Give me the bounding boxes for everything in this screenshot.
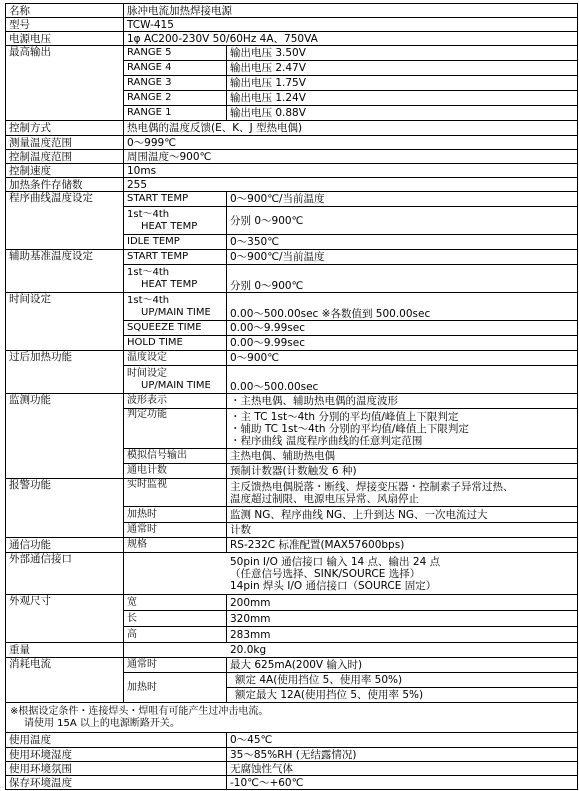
label-dims: 外观尺寸 xyxy=(6,595,124,643)
alarm-normal-label: 通常时 xyxy=(124,523,227,538)
row-post-heat xyxy=(6,351,578,366)
range-label: RANGE 1 xyxy=(124,106,227,121)
label-alarm: 报警功能 xyxy=(6,479,124,538)
row-current xyxy=(6,658,578,673)
row-program-temp xyxy=(6,192,578,207)
row-model xyxy=(6,18,578,32)
range-value: 输出电压 1.75V xyxy=(227,76,578,91)
label-comm: 通信功能 xyxy=(6,538,124,553)
program-heat-label-2: HEAT TEMP xyxy=(141,220,198,232)
range-label: RANGE 2 xyxy=(124,91,227,106)
use-atmos-value: 无腐蚀性气体 xyxy=(227,762,578,776)
monitor-judge-line: ・主 TC 1st～4th 分别的平均值/峰值上下限判定 xyxy=(230,410,459,423)
time-squeeze-value: 0.00～9.99sec xyxy=(227,321,578,336)
time-hold-value: 0.00～9.99sec xyxy=(227,336,578,351)
row-dims xyxy=(6,595,578,611)
spec-table xyxy=(5,3,578,790)
monitor-count-value: 预制计数器(计数触发 6 种) xyxy=(227,464,578,479)
alarm-realtime-label: 实时监视 xyxy=(124,479,227,507)
value-storage: 255 xyxy=(124,178,578,192)
label-model: 型号 xyxy=(6,18,124,32)
program-start-value: 0～900℃/当前温度 xyxy=(227,192,578,207)
aux-start-label: START TEMP xyxy=(124,250,227,265)
ext-comm-line: （任意信号选择、SINK/SOURCE 选择） xyxy=(230,567,421,580)
range-label: RANGE 5 xyxy=(124,46,227,61)
current-normal-value: 最大 625mA(200V 输入时) xyxy=(227,658,578,673)
aux-start-value: 0～900℃/当前温度 xyxy=(227,250,578,265)
post-time-label-1: 时间设定 xyxy=(127,367,167,379)
monitor-analog-label: 模拟信号输出 xyxy=(124,449,227,464)
aux-heat-label xyxy=(124,265,227,293)
range-value: 输出电压 3.50V xyxy=(227,46,578,61)
row-storage xyxy=(6,178,578,192)
row-control-range xyxy=(6,150,578,164)
row-use-atmos xyxy=(6,762,578,776)
post-temp-value: 0～900℃ xyxy=(227,351,578,366)
alarm-normal-value: 计数 xyxy=(227,523,578,538)
monitor-wave-value: ・主热电偶、辅助热电偶的温度波形 xyxy=(227,394,578,409)
alarm-realtime-line: 温度超过制限、电源电压异常、风扇停止 xyxy=(230,492,419,505)
time-main-label-2: UP/MAIN TIME xyxy=(141,306,211,318)
program-heat-label xyxy=(124,207,227,235)
label-monitor: 监测功能 xyxy=(6,394,124,479)
label-time-setting: 时间设定 xyxy=(6,293,124,351)
current-heating-value-2: 额定最大 12A(使用挡位 5、使用率 5%) xyxy=(227,688,578,703)
range-label: RANGE 3 xyxy=(124,76,227,91)
label-weight: 重量 xyxy=(6,643,124,658)
use-humidity-value: 35～85%RH (无结露情况) xyxy=(227,748,578,762)
range-label: RANGE 4 xyxy=(124,61,227,76)
safety-note-line-2: 请使用 15A 以上的电源断路开关。 xyxy=(24,717,180,729)
use-temp-value: 0～45℃ xyxy=(227,733,578,748)
aux-heat-value: 分别 0～900℃ xyxy=(227,265,578,293)
program-start-label: START TEMP xyxy=(124,192,227,207)
row-weight xyxy=(6,643,578,658)
label-power: 电源电压 xyxy=(6,32,124,46)
post-time-label xyxy=(124,366,227,394)
label-use-temp: 使用温度 xyxy=(6,733,227,748)
row-alarm xyxy=(6,479,578,507)
current-heating-label: 加热时 xyxy=(124,673,227,703)
label-control-speed: 控制速度 xyxy=(6,164,124,178)
value-model: TCW-415 xyxy=(124,18,578,32)
program-heat-value: 分别 0～900℃ xyxy=(227,207,578,235)
row-comm xyxy=(6,538,578,553)
label-use-atmos: 使用环境氛围 xyxy=(6,762,227,776)
post-time-label-2: UP/MAIN TIME xyxy=(141,379,211,391)
monitor-count-label: 通电计数 xyxy=(124,464,227,479)
alarm-realtime-line: 主反馈热电偶脱落・断线、焊接变压器・控制素子异常过热、 xyxy=(230,480,514,493)
weight-value: 20.0kg xyxy=(124,643,578,658)
range-value: 输出电压 1.24V xyxy=(227,91,578,106)
post-temp-label: 温度设定 xyxy=(124,351,227,366)
range-value: 输出电压 2.47V xyxy=(227,61,578,76)
store-temp-value: -10℃～+60℃ xyxy=(227,776,578,790)
safety-note xyxy=(6,703,578,733)
label-current: 消耗电流 xyxy=(6,658,124,703)
label-control-method: 控制方式 xyxy=(6,121,124,136)
row-use-temp xyxy=(6,733,578,748)
program-idle-value: 0～350℃ xyxy=(227,235,578,250)
time-main-label-1: 1st～4th xyxy=(127,294,170,306)
current-normal-label: 通常时 xyxy=(124,658,227,673)
monitor-analog-value: 主热电偶、辅助热电偶 xyxy=(227,449,578,464)
time-main-label xyxy=(124,293,227,321)
safety-note-line-1: ※根据设定条件・连接焊头・焊咀有可能产生过冲击电流。 xyxy=(10,705,269,717)
label-post-heat: 过后加热功能 xyxy=(6,351,124,394)
label-measure-range: 测量温度范围 xyxy=(6,136,124,150)
row-measure-range xyxy=(6,136,578,150)
comm-sub-label: 规格 xyxy=(124,538,227,553)
row-name xyxy=(6,4,578,18)
program-heat-label-1: 1st～4th xyxy=(127,208,170,220)
label-ext-comm: 外部通信接口 xyxy=(6,553,124,595)
aux-heat-label-1: 1st～4th xyxy=(127,266,170,278)
row-store-temp xyxy=(6,776,578,790)
time-squeeze-label: SQUEEZE TIME xyxy=(124,321,227,336)
label-store-temp: 保存环境温度 xyxy=(6,776,227,790)
time-main-value: 0.00～500.00sec ※各数值到 500.00sec xyxy=(227,293,578,321)
row-control-method xyxy=(6,121,578,136)
value-control-range: 周围温度～900℃ xyxy=(124,150,578,164)
monitor-judge-value xyxy=(227,409,578,449)
post-time-value: 0.00～500.00sec xyxy=(227,366,578,394)
label-aux-temp: 辅助基准温度设定 xyxy=(6,250,124,293)
dims-width-label: 宽 xyxy=(124,595,227,611)
comm-value: RS-232C 标准配置(MAX57600bps) xyxy=(227,538,578,553)
value-name: 脉冲电流加热焊接电源 xyxy=(124,4,578,18)
row-time-setting xyxy=(6,293,578,321)
alarm-realtime-value xyxy=(227,479,578,507)
alarm-heating-value: 监测 NG、程序曲线 NG、上升到达 NG、一次电流过大 xyxy=(227,507,578,523)
label-control-range: 控制温度范围 xyxy=(6,150,124,164)
monitor-judge-label: 判定功能 xyxy=(124,409,227,449)
dims-height-label: 高 xyxy=(124,627,227,643)
time-hold-label: HOLD TIME xyxy=(124,336,227,351)
monitor-judge-line: ・程序曲线 温度程序曲线的任意判定范围 xyxy=(230,434,423,447)
label-use-humidity: 使用环境湿度 xyxy=(6,748,227,762)
monitor-wave-label: 波形表示 xyxy=(124,394,227,409)
dims-depth-value: 320mm xyxy=(227,611,578,627)
row-control-speed xyxy=(6,164,578,178)
aux-heat-label-2: HEAT TEMP xyxy=(141,278,198,290)
row-monitor xyxy=(6,394,578,409)
value-control-speed: 10ms xyxy=(124,164,578,178)
row-aux-temp xyxy=(6,250,578,265)
label-name: 名称 xyxy=(6,4,124,18)
program-idle-label: IDLE TEMP xyxy=(124,235,227,250)
label-max-output: 最高输出 xyxy=(6,46,124,121)
label-program-temp: 程序曲线温度设定 xyxy=(6,192,124,250)
row-use-humidity xyxy=(6,748,578,762)
dims-depth-label: 长 xyxy=(124,611,227,627)
row-note xyxy=(6,703,578,733)
row-max-output xyxy=(6,46,578,61)
ext-comm-line: 14pin 焊头 I/O 通信接口（SOURCE 固定） xyxy=(230,579,437,592)
dims-height-value: 283mm xyxy=(227,627,578,643)
label-storage: 加热条件存储数 xyxy=(6,178,124,192)
ext-comm-line: 50pin I/O 通信接口 输入 14 点、输出 24 点 xyxy=(230,555,441,568)
monitor-judge-line: ・辅助 TC 1st～4th 分别的平均值/峰值上下限判定 xyxy=(230,422,469,435)
value-measure-range: 0～999℃ xyxy=(124,136,578,150)
ext-comm-value xyxy=(124,553,578,595)
current-heating-value-1: 额定 4A(使用挡位 5、使用率 50%) xyxy=(227,673,578,688)
row-power xyxy=(6,32,578,46)
value-control-method: 热电偶的温度反馈(E、K、J 型热电偶) xyxy=(124,121,578,136)
range-value: 输出电压 0.88V xyxy=(227,106,578,121)
alarm-heating-label: 加热时 xyxy=(124,507,227,523)
row-ext-comm xyxy=(6,553,578,595)
value-power: 1φ AC200-230V 50/60Hz 4A、750VA xyxy=(124,32,578,46)
dims-width-value: 200mm xyxy=(227,595,578,611)
